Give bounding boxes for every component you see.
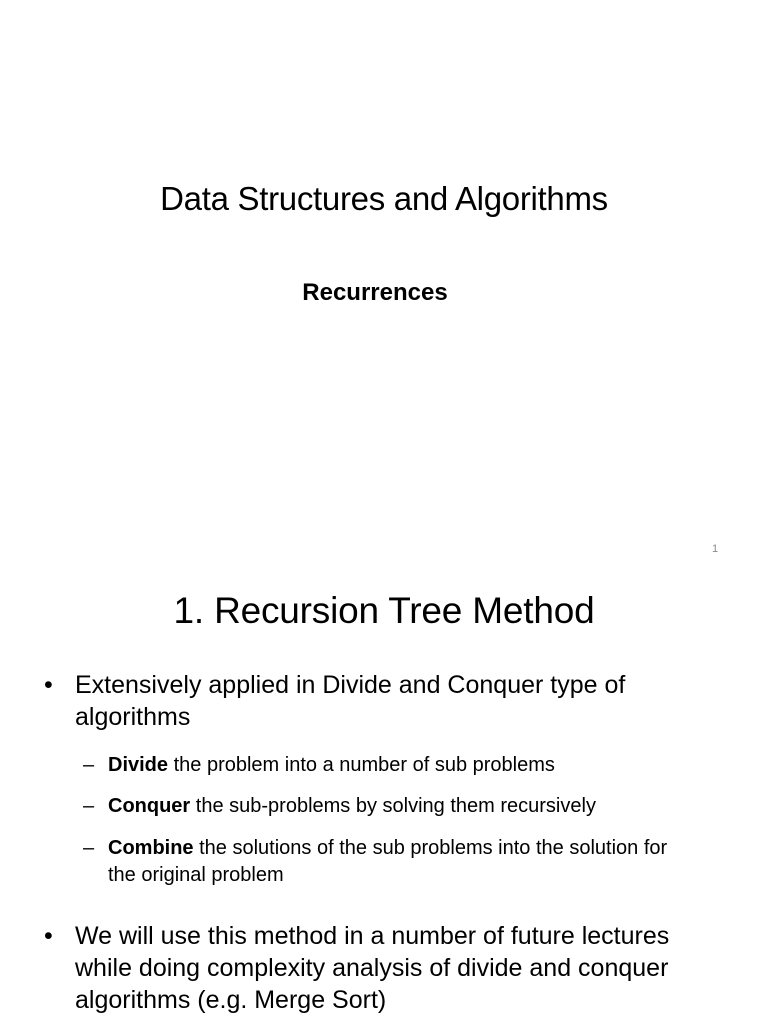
bullet-marker: • [44,671,53,699]
sub-bullet-rest: the sub-problems by solving them recursively [190,795,596,817]
sub-bullet-rest: the solutions of the sub problems into the solution for the original problem [108,837,668,886]
bullet-item [44,920,704,1016]
sub-bullet-rest: the problem into a number of sub problems [168,754,555,776]
page-number: 1 [712,543,719,555]
slide-subtitle: Recurrences [302,279,448,306]
sub-bullet-item [83,793,703,820]
bullet-text: We will use this method in a number of future lectures while doing complexity analysis of divide and conquer algorithms (e.g. Merge Sort) [75,922,670,1014]
sub-bullet-keyword: Divide [108,754,169,776]
sub-bullet-marker: – [83,754,95,776]
bullet-marker: • [44,922,53,950]
slide-2 [0,576,768,1024]
sub-bullet-item [83,835,703,889]
sub-bullet-item [83,752,703,779]
sub-bullet-keyword: Combine [108,837,194,859]
sub-bullet-marker: – [83,795,95,817]
sub-bullet-text [108,793,698,820]
sub-bullet-text [108,752,698,779]
bullet-item [44,669,704,733]
slide-heading: 1. Recursion Tree Method [173,590,595,631]
sub-bullet-marker: – [83,837,95,859]
bullet-text: Extensively applied in Divide and Conquer type of algorithms [75,671,626,731]
sub-bullet-keyword: Conquer [108,795,191,817]
sub-bullet-text [108,835,698,889]
slide-title: Data Structures and Algorithms [160,180,608,217]
